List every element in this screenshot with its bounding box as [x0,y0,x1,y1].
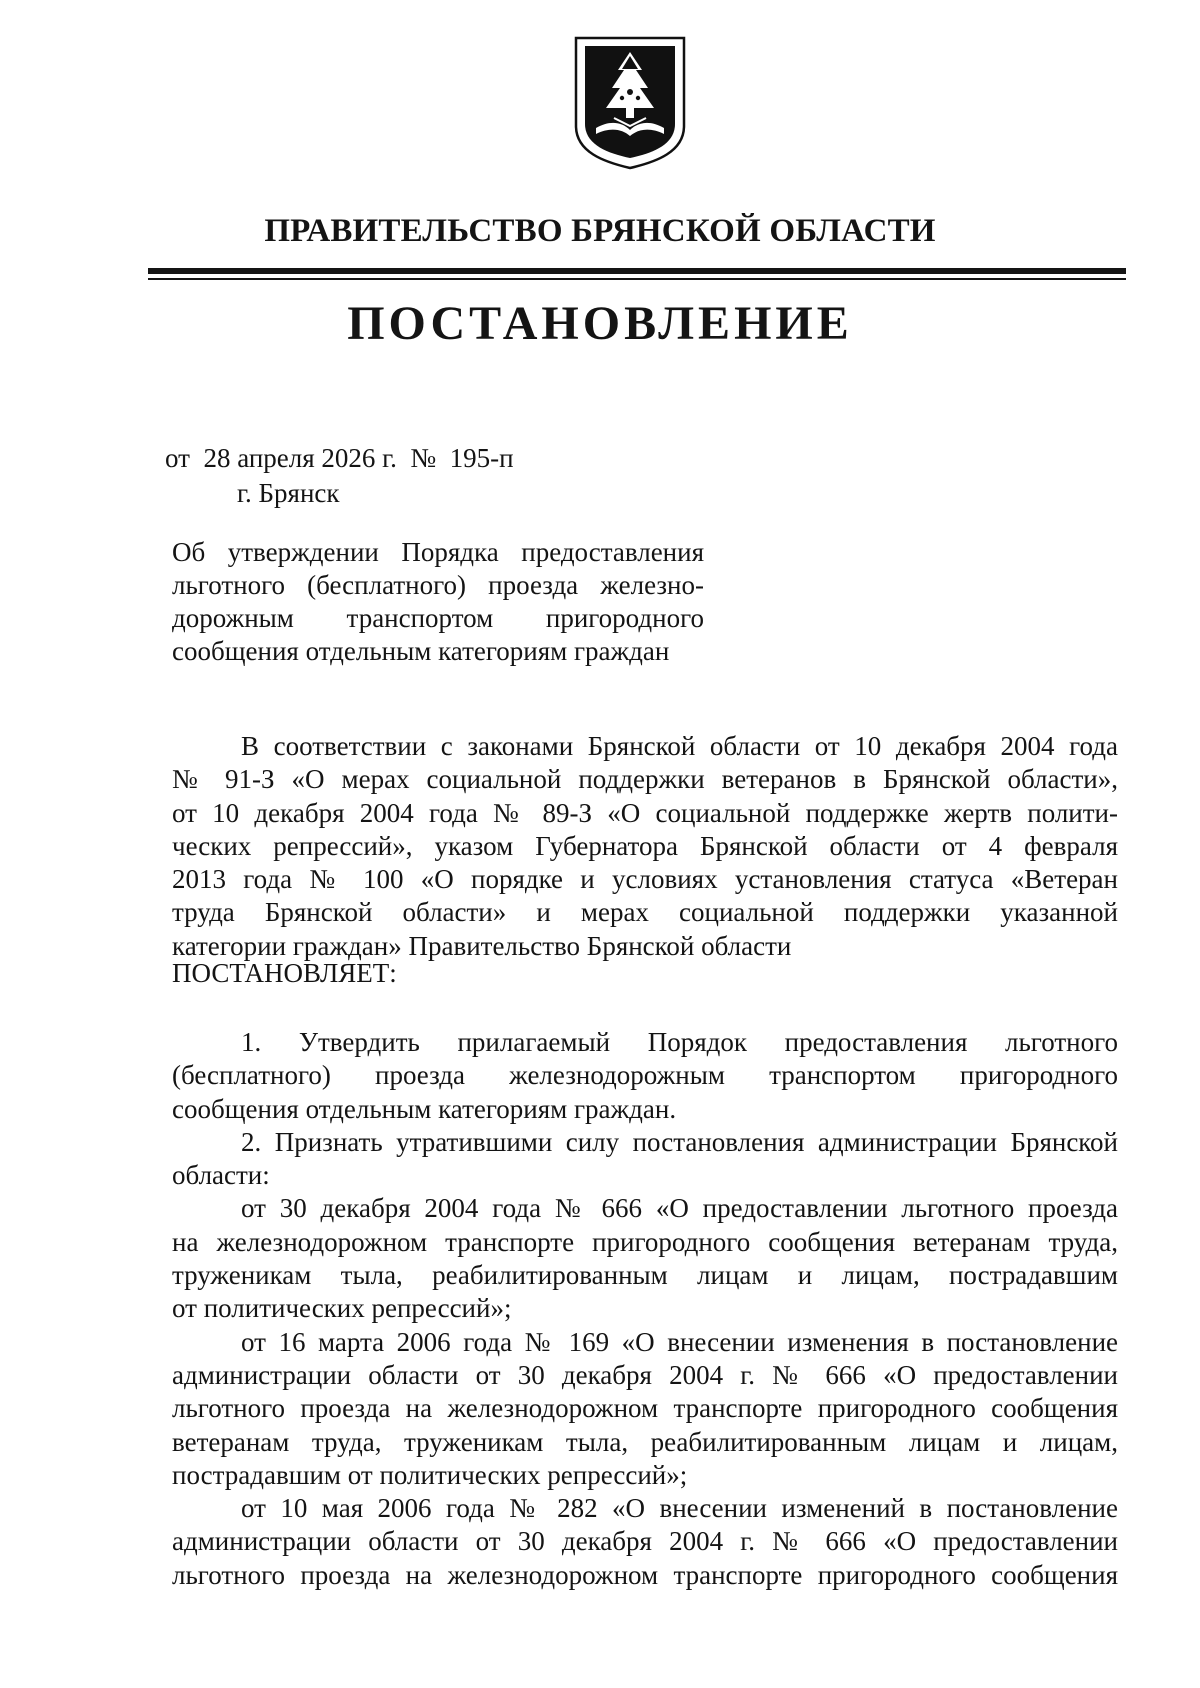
item-line: администрации области от 30 декабря 2004 г. № 666 «О предоставлении [172,1359,1118,1390]
organization-title: ПРАВИТЕЛЬСТВО БРЯНСКОЙ ОБЛАСТИ [264,213,936,249]
item-line: сообщения отдельным категориям граждан. [172,1093,677,1124]
decree-items [172,1026,1118,1592]
preamble-line: ческих репрессий», указом Губернатора Брянской области от 4 февраля [172,830,1118,861]
item-line: от 16 марта 2006 года № 169 «О внесении изменения в постановление [241,1326,1118,1357]
item-line: льготного проезда на железнодорожном транспорте пригородного сообщения [172,1393,1118,1424]
item-line: области: [172,1160,270,1191]
preamble-line: категории граждан» Правительство Брянской области [172,930,792,961]
item-line: на железнодорожном транспорте пригородного сообщения ветеранам труда, [172,1226,1118,1257]
date-number-line: от 28 апреля 2026 г. № 195-п [165,443,514,473]
item-line: от политических репрессий»; [172,1293,512,1324]
item-line: ветеранам труда, труженикам тыла, реабилитированным лицам и лицам, [172,1426,1118,1457]
document-type-title: ПОСТАНОВЛЕНИЕ [347,297,853,350]
item-line: от 30 декабря 2004 года № 666 «О предоставлении льготного проезда [241,1193,1118,1224]
subject-line: Об утверждении Порядка предоставления [172,537,704,567]
preamble-line: труда Брянской области» и мерах социальной поддержки указанной [172,897,1118,928]
item-line: (бесплатного) проезда железнодорожным транспортом пригородного [172,1060,1118,1091]
preamble-line: № 91-З «О мерах социальной поддержки ветеранов в Брянской области», [172,764,1118,795]
item-line: 2. Признать утратившими силу постановления администрации Брянской [241,1126,1118,1157]
item-line: пострадавшим от политических репрессий»; [172,1459,688,1490]
item-line: 1. Утвердить прилагаемый Порядок предоставления льготного [241,1027,1118,1057]
item-line: от 10 мая 2006 года № 282 «О внесении изменений в постановление [241,1493,1118,1524]
subject-line: льготного (бесплатного) проезда железно- [172,570,704,600]
subject-line: сообщения отдельным категориям граждан [172,636,670,666]
decree-word: ПОСТАНОВЛЯЕТ: [172,958,397,988]
item-line: администрации области от 30 декабря 2004 г. № 666 «О предоставлении [172,1526,1118,1557]
item-line: труженикам тыла, реабилитированным лицам и лицам, пострадавшим [172,1260,1118,1291]
item-line: льготного проезда на железнодорожном транспорте пригородного сообщения [172,1559,1118,1590]
header-rule-thick [148,268,1126,274]
coat-of-arms-icon [574,36,686,170]
subject-line: дорожным транспортом пригородного [172,603,704,633]
preamble-line: 2013 года № 100 «О порядке и условиях установления статуса «Ветеран [172,864,1118,895]
header-rule-thin [148,278,1126,280]
document-subject [172,536,704,668]
preamble-paragraph [172,730,1118,963]
city-line: г. Брянск [237,478,340,508]
preamble-line: от 10 декабря 2004 года № 89-З «О социальной поддержке жертв полити- [172,797,1118,828]
preamble-line: В соответствии с законами Брянской области от 10 декабря 2004 года [241,731,1118,761]
